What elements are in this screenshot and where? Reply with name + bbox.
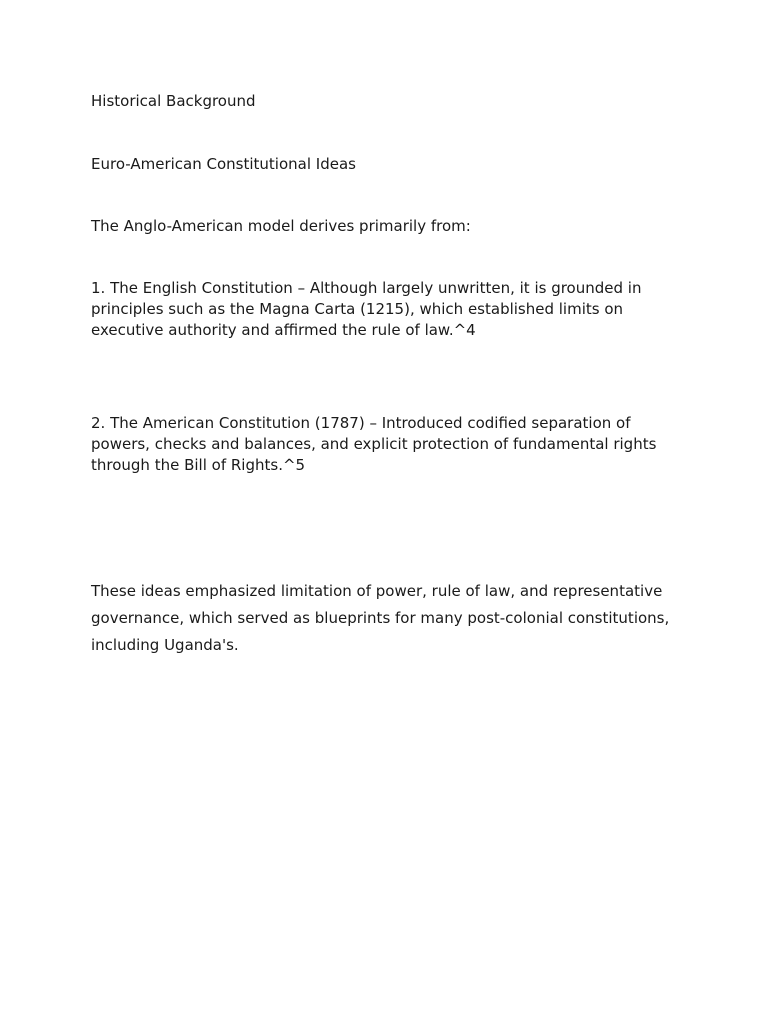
- list-item-american-constitution: 2. The American Constitution (1787) – Introduced codified separation of powers, checks and balances, and explicit protection of fundamental rights through the Bill of Rights.^5: [91, 414, 657, 474]
- conclusion-paragraph: These ideas emphasized limitation of power, rule of law, and representative governance, which served as blueprints for many post-colonial constitutions, including Uganda's.: [91, 582, 670, 654]
- section-title: Historical Background: [91, 92, 256, 110]
- list-item-english-constitution: 1. The English Constitution – Although largely unwritten, it is grounded in principles such as the Magna Carta (1215), which established limits on executive authority and affirmed the rule of law.^4: [91, 279, 642, 339]
- subsection-title: Euro-American Constitutional Ideas: [91, 155, 356, 173]
- intro-paragraph: The Anglo-American model derives primarily from:: [91, 217, 471, 235]
